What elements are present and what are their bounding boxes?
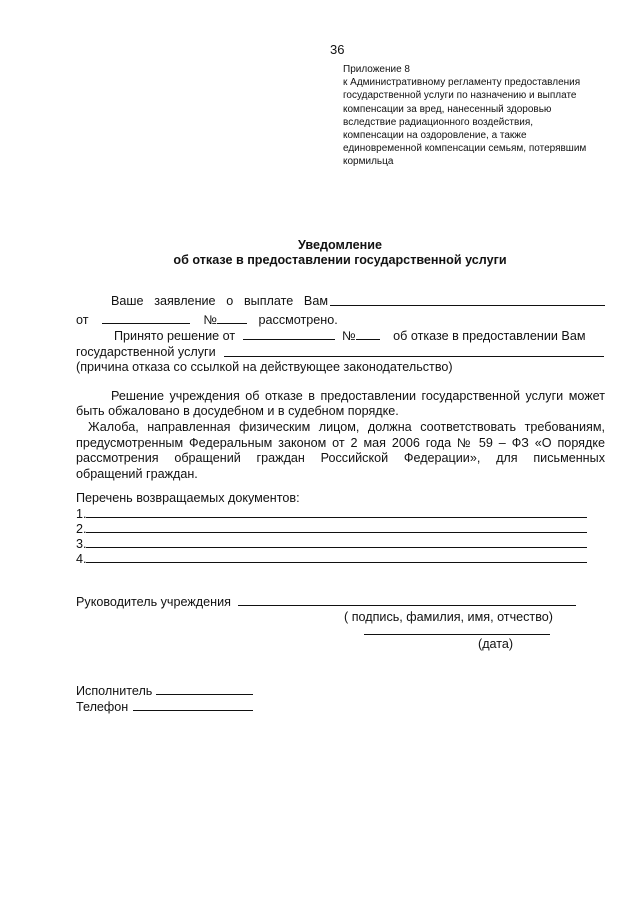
decision-number-blank — [356, 329, 380, 340]
service-label: государственной услуги — [76, 345, 216, 359]
complaint-line: Жалоба, направленная физическим лицом, должна соответствовать требованиям, — [88, 420, 605, 434]
date-blank — [364, 634, 550, 635]
from-date-blank — [102, 313, 190, 324]
date-note: (дата) — [478, 637, 514, 651]
decision-suffix: об отказе в предоставлении Вам — [393, 329, 586, 343]
executor-label: Исполнитель — [76, 684, 153, 698]
document-subtitle: об отказе в предоставлении государственной услуги — [173, 253, 507, 267]
appendix-line: компенсации на оздоровление, а также — [343, 130, 527, 142]
from-row — [76, 313, 338, 327]
documents-heading: Перечень возвращаемых документов: — [76, 491, 300, 505]
head-label: Руководитель учреждения — [76, 595, 231, 609]
considered-text: рассмотрено. — [258, 313, 338, 327]
reason-note: (причина отказа со ссылкой на действующее законодательство) — [76, 360, 453, 374]
page-number: 36 — [330, 42, 345, 57]
appendix-line: государственной услуги по назначению и выплате — [343, 90, 577, 102]
appendix-header — [343, 63, 586, 169]
document-item-number: 1. — [76, 507, 87, 521]
appendix-line: компенсации за вред, нанесенный здоровью — [343, 103, 552, 115]
complaint-line: предусмотренным Федеральным законом от 2 мая 2006 года № 59 – ФЗ «О порядке — [76, 436, 605, 450]
number-blank — [217, 313, 247, 324]
reason-blank — [224, 356, 604, 357]
document-item-number: 4. — [76, 552, 87, 566]
statement-prefix: Ваше заявление о выплате Вам — [111, 294, 328, 308]
appendix-line: вследствие радиационного воздействия, — [343, 116, 534, 128]
signature-note: ( подпись, фамилия, имя, отчество) — [344, 610, 553, 624]
benefit-blank — [330, 305, 605, 306]
decision-row — [114, 329, 585, 343]
document-title: Уведомление — [298, 238, 382, 252]
appeal-line: Решение учреждения об отказе в предоставлении государственной услуги может — [111, 389, 605, 403]
document-item-blank — [86, 562, 587, 563]
head-signature-blank — [238, 605, 576, 606]
complaint-line: рассмотрения обращений граждан Российской Федерации», для письменных — [76, 451, 605, 465]
appeal-line: быть обжаловано в досудебном и в судебном порядке. — [76, 404, 399, 418]
complaint-line: обращений граждан. — [76, 467, 198, 481]
document-item-number: 3. — [76, 537, 87, 551]
decision-date-blank — [243, 329, 335, 340]
from-label: от — [76, 313, 89, 327]
executor-blank — [156, 694, 253, 695]
phone-blank — [133, 710, 253, 711]
document-item-blank — [86, 547, 587, 548]
appendix-line: единовременной компенсации семьям, потерявшим — [343, 143, 587, 155]
phone-label: Телефон — [76, 700, 129, 714]
appendix-line: к Административному регламенту предоставления — [343, 77, 581, 89]
number-label: № — [203, 313, 218, 327]
document-item-number: 2. — [76, 522, 87, 536]
appendix-line: кормильца — [343, 156, 394, 168]
decision-prefix: Принято решение от — [114, 329, 236, 343]
decision-number-label: № — [342, 329, 356, 343]
document-item-blank — [86, 517, 587, 518]
appendix-line: Приложение 8 — [343, 64, 410, 75]
document-item-blank — [86, 532, 587, 533]
